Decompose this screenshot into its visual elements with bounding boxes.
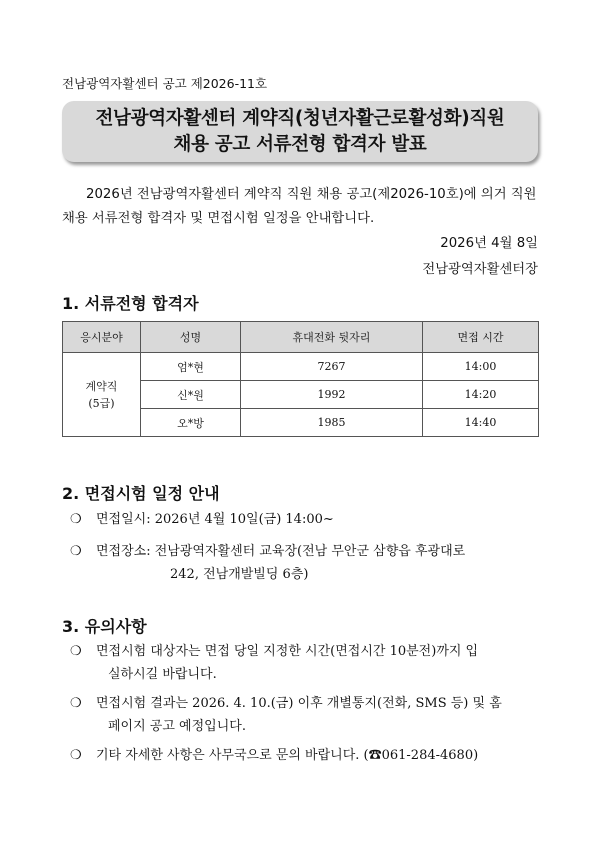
phone-cell: 1985 [241,409,423,437]
name-cell: 엄*현 [141,353,241,381]
time-cell: 14:20 [423,381,539,409]
phone-cell: 7267 [241,353,423,381]
list-item [70,692,550,738]
title-line-1: 전남광역자활센터 계약직(청년자활근로활성화)직원 [95,107,505,129]
column-header: 응시분야 [63,322,141,353]
name-cell: 신*원 [141,381,241,409]
title-box [62,101,538,162]
notes-list [70,640,550,767]
section-2-heading: 2. 면접시험 일정 안내 [62,484,220,503]
circle-bullet-icon: ❍ [70,512,82,527]
schedule-datetime: 면접일시: 2026년 4월 10일(금) 14:00~ [96,512,334,527]
note-2-line-2: 페이지 공고 예정입니다. [108,719,246,734]
section-1-heading: 1. 서류전형 합격자 [62,294,199,313]
intro-line-1: 2026년 전남광역자활센터 계약직 직원 채용 공고(제2026-10호)에 의거 직원 [86,187,537,202]
note-3: 기타 자세한 사항은 사무국으로 문의 바랍니다. (☎061-284-4680) [96,748,479,763]
column-header: 휴대전화 뒷자리 [241,322,423,353]
table-header-row [63,322,539,353]
name-cell: 오*방 [141,409,241,437]
field-line-2: (5급) [88,396,115,410]
intro-line-2: 채용 서류전형 합격자 및 면접시험 일정을 안내합니다. [62,211,375,226]
title-line-2: 채용 공고 서류전형 합격자 발표 [173,133,427,155]
phone-cell: 1992 [241,381,423,409]
list-item [70,508,550,531]
field-line-1: 계약직 [85,379,118,393]
time-cell: 14:00 [423,353,539,381]
note-1-line-2: 실하시길 바랍니다. [108,667,217,682]
announcement-date: 2026년 4월 8일 [440,236,538,251]
circle-bullet-icon: ❍ [70,748,82,763]
column-header: 면접 시간 [423,322,539,353]
schedule-location-line-2: 242, 전남개발빌딩 6층) [170,567,309,582]
issuer: 전남광역자활센터장 [422,262,538,277]
schedule-location-line-1: 면접장소: 전남광역자활센터 교육장(전남 무안군 삼향읍 후광대로 [96,544,466,559]
circle-bullet-icon: ❍ [70,544,82,559]
note-1-line-1: 면접시험 대상자는 면접 당일 지정한 시간(면접시간 10분전)까지 입 [96,644,479,659]
section-3-heading: 3. 유의사항 [62,617,147,636]
column-header: 성명 [141,322,241,353]
list-item [70,540,550,586]
circle-bullet-icon: ❍ [70,696,82,711]
list-item [70,744,550,767]
circle-bullet-icon: ❍ [70,644,82,659]
time-cell: 14:40 [423,409,539,437]
table-row [63,353,539,381]
notice-number: 전남광역자활센터 공고 제2026-11호 [62,76,268,91]
note-2-line-1: 면접시험 결과는 2026. 4. 10.(금) 이후 개별통지(전화, SMS 등) 및 홈 [96,696,502,711]
list-item [70,640,550,686]
schedule-list [70,508,550,586]
pass-table [62,321,539,437]
field-cell [63,353,141,437]
intro-paragraph [62,183,540,231]
